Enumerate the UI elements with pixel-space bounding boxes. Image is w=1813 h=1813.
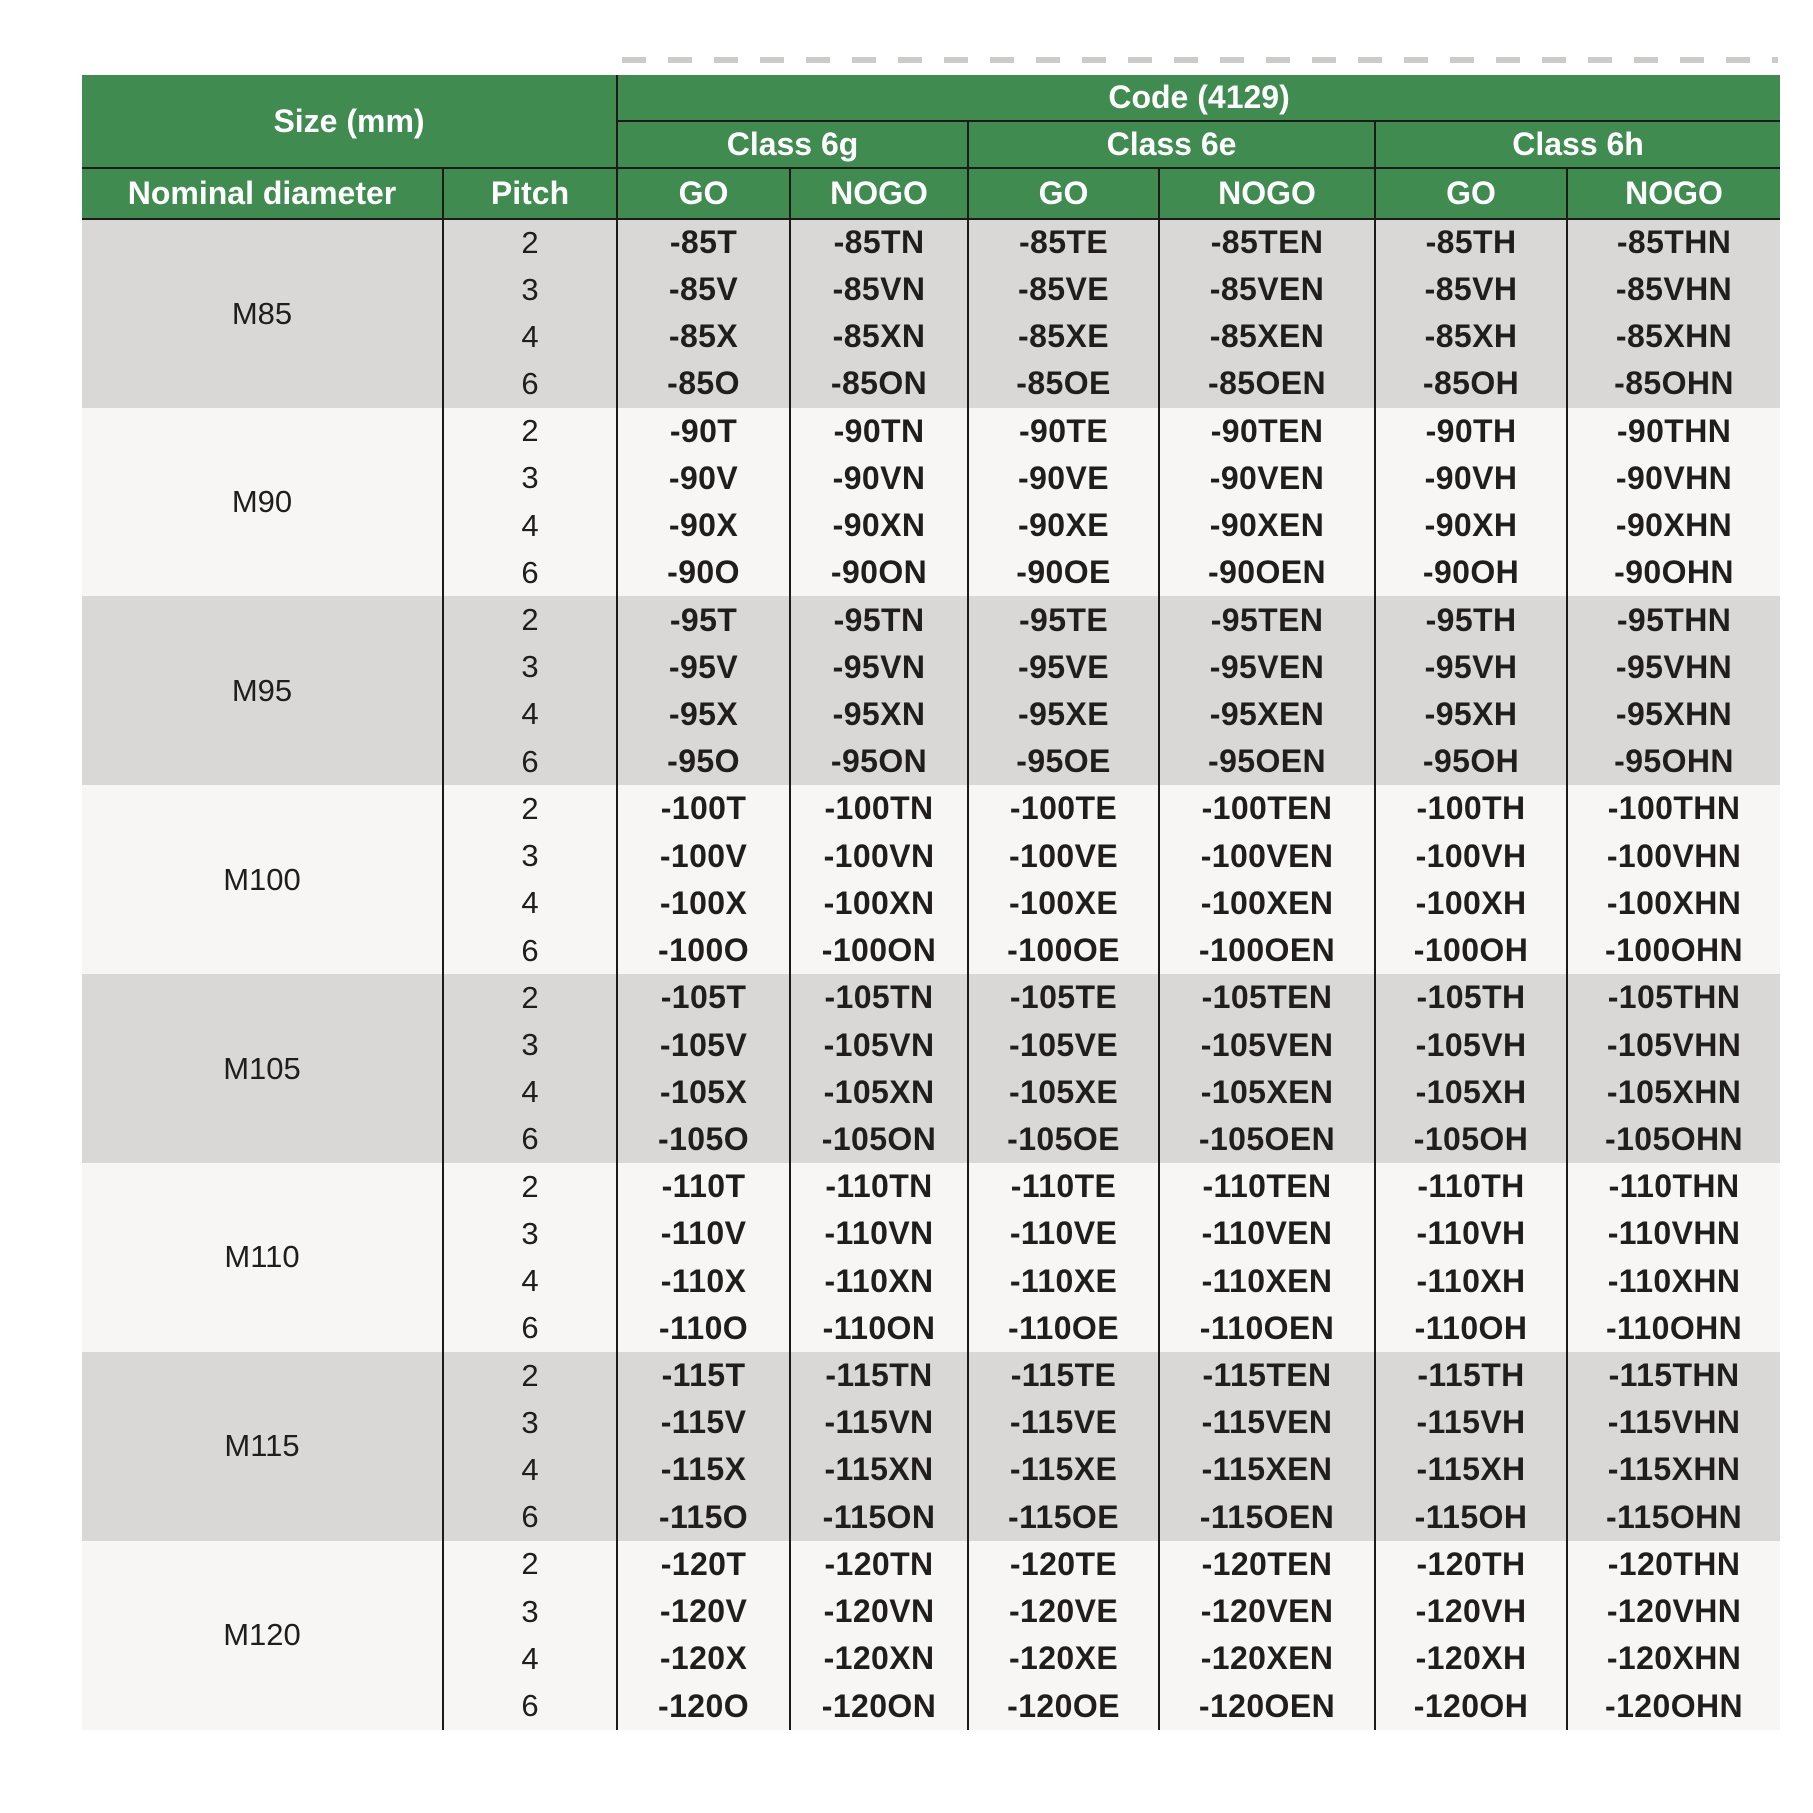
nogo-header-6e: NOGO <box>1159 168 1375 218</box>
table-header-row <box>82 75 1780 121</box>
size-label: M110 <box>82 1163 443 1352</box>
code-cell: -105OH <box>1375 1116 1567 1163</box>
code-cell: -105XE <box>968 1069 1159 1116</box>
code-cell: -105THN <box>1567 974 1780 1021</box>
pitch-cell: 3 <box>443 833 617 880</box>
pitch-cell: 2 <box>443 785 617 832</box>
code-cell: -85O <box>617 360 790 407</box>
code-cell: -100VN <box>790 833 968 880</box>
code-cell: -90VHN <box>1567 455 1780 502</box>
code-cell: -110V <box>617 1210 790 1257</box>
go-header-6e: GO <box>968 168 1159 218</box>
code-cell: -115XHN <box>1567 1446 1780 1493</box>
code-cell: -120TEN <box>1159 1541 1375 1588</box>
nominal-diameter-header: Nominal diameter <box>82 168 443 218</box>
code-cell: -95OHN <box>1567 738 1780 785</box>
code-cell: -90XE <box>968 502 1159 549</box>
code-cell: -85T <box>617 219 790 266</box>
code-cell: -90OEN <box>1159 549 1375 596</box>
code-cell: -120T <box>617 1541 790 1588</box>
code-cell: -105ON <box>790 1116 968 1163</box>
code-cell: -95V <box>617 644 790 691</box>
code-cell: -115XH <box>1375 1446 1567 1493</box>
pitch-cell: 3 <box>443 644 617 691</box>
table-row <box>82 596 1780 643</box>
table-row <box>82 1541 1780 1588</box>
code-cell: -100XEN <box>1159 880 1375 927</box>
pitch-cell: 3 <box>443 1210 617 1257</box>
size-label: M85 <box>82 219 443 408</box>
code-cell: -100TN <box>790 785 968 832</box>
code-cell: -105OE <box>968 1116 1159 1163</box>
code-cell: -95VE <box>968 644 1159 691</box>
table-row <box>82 785 1780 832</box>
pitch-cell: 6 <box>443 927 617 974</box>
code-cell: -90TN <box>790 408 968 455</box>
code-cell: -120TN <box>790 1541 968 1588</box>
code-cell: -120VN <box>790 1588 968 1635</box>
code-cell: -90O <box>617 549 790 596</box>
pitch-cell: 3 <box>443 1021 617 1068</box>
code-cell: -110XE <box>968 1257 1159 1304</box>
code-cell: -105OHN <box>1567 1116 1780 1163</box>
code-cell: -90V <box>617 455 790 502</box>
code-cell: -115VEN <box>1159 1399 1375 1446</box>
code-cell: -105XH <box>1375 1069 1567 1116</box>
table-row <box>82 1352 1780 1399</box>
code-cell: -105TN <box>790 974 968 1021</box>
code-cell: -120O <box>617 1682 790 1730</box>
code-cell: -90VE <box>968 455 1159 502</box>
pitch-cell: 6 <box>443 360 617 407</box>
pitch-cell: 6 <box>443 1682 617 1730</box>
code-cell: -115OEN <box>1159 1494 1375 1541</box>
code-cell: -95TEN <box>1159 596 1375 643</box>
code-cell: -100THN <box>1567 785 1780 832</box>
code-cell: -85THN <box>1567 219 1780 266</box>
code-cell: -95ON <box>790 738 968 785</box>
code-cell: -115XE <box>968 1446 1159 1493</box>
code-cell: -115VE <box>968 1399 1159 1446</box>
table-row <box>82 974 1780 1021</box>
code-cell: -120TE <box>968 1541 1159 1588</box>
code-cell: -105VHN <box>1567 1021 1780 1068</box>
code-cell: -110OE <box>968 1305 1159 1352</box>
pitch-cell: 6 <box>443 549 617 596</box>
code-cell: -85VN <box>790 266 968 313</box>
code-cell: -120V <box>617 1588 790 1635</box>
code-cell: -110TH <box>1375 1163 1567 1210</box>
code-cell: -85OH <box>1375 360 1567 407</box>
code-cell: -85OE <box>968 360 1159 407</box>
code-cell: -105T <box>617 974 790 1021</box>
class-6g-header: Class 6g <box>617 121 968 168</box>
code-cell: -105TE <box>968 974 1159 1021</box>
code-cell: -105OEN <box>1159 1116 1375 1163</box>
code-cell: -90XH <box>1375 502 1567 549</box>
code-cell: -115OHN <box>1567 1494 1780 1541</box>
pitch-cell: 4 <box>443 880 617 927</box>
size-label: M105 <box>82 974 443 1163</box>
pitch-cell: 2 <box>443 596 617 643</box>
code-cell: -105TEN <box>1159 974 1375 1021</box>
code-cell: -85VEN <box>1159 266 1375 313</box>
code-cell: -120XN <box>790 1635 968 1682</box>
code-cell: -85VH <box>1375 266 1567 313</box>
pitch-cell: 4 <box>443 313 617 360</box>
code-cell: -100VHN <box>1567 833 1780 880</box>
code-cell: -100TEN <box>1159 785 1375 832</box>
code-cell: -115TEN <box>1159 1352 1375 1399</box>
code-cell: -100VEN <box>1159 833 1375 880</box>
code-cell: -115VH <box>1375 1399 1567 1446</box>
code-cell: -115VN <box>790 1399 968 1446</box>
code-cell: -115THN <box>1567 1352 1780 1399</box>
code-cell: -95TN <box>790 596 968 643</box>
size-label: M100 <box>82 785 443 974</box>
class-6e-header: Class 6e <box>968 121 1375 168</box>
code-cell: -85OEN <box>1159 360 1375 407</box>
code-cell: -115ON <box>790 1494 968 1541</box>
code-cell: -100XHN <box>1567 880 1780 927</box>
code-cell: -90TH <box>1375 408 1567 455</box>
pitch-cell: 4 <box>443 1069 617 1116</box>
code-cell: -85TN <box>790 219 968 266</box>
code-cell: -85TEN <box>1159 219 1375 266</box>
pitch-cell: 3 <box>443 266 617 313</box>
go-header-6h: GO <box>1375 168 1567 218</box>
code-cell: -95OEN <box>1159 738 1375 785</box>
code-cell: -95T <box>617 596 790 643</box>
code-cell: -110VE <box>968 1210 1159 1257</box>
code-cell: -85X <box>617 313 790 360</box>
scan-artifact-line <box>622 57 1778 63</box>
code-cell: -120X <box>617 1635 790 1682</box>
code-cell: -90VN <box>790 455 968 502</box>
code-cell: -100T <box>617 785 790 832</box>
code-cell: -85XHN <box>1567 313 1780 360</box>
code-cell: -110TN <box>790 1163 968 1210</box>
pitch-cell: 2 <box>443 974 617 1021</box>
code-cell: -85XEN <box>1159 313 1375 360</box>
code-cell: -90T <box>617 408 790 455</box>
code-cell: -105XEN <box>1159 1069 1375 1116</box>
code-cell: -100VE <box>968 833 1159 880</box>
code-cell: -95XH <box>1375 691 1567 738</box>
code-cell: -95OH <box>1375 738 1567 785</box>
code-cell: -120XH <box>1375 1635 1567 1682</box>
code-cell: -120OE <box>968 1682 1159 1730</box>
code-cell: -120XHN <box>1567 1635 1780 1682</box>
code-cell: -115X <box>617 1446 790 1493</box>
code-cell: -90ON <box>790 549 968 596</box>
class-6h-header: Class 6h <box>1375 121 1780 168</box>
code-cell: -90VH <box>1375 455 1567 502</box>
table-row <box>82 408 1780 455</box>
gauge-code-table <box>82 75 1780 1730</box>
code-cell: -110THN <box>1567 1163 1780 1210</box>
size-label: M95 <box>82 596 443 785</box>
code-cell: -115T <box>617 1352 790 1399</box>
code-cell: -120TH <box>1375 1541 1567 1588</box>
code-cell: -85VHN <box>1567 266 1780 313</box>
code-cell: -95VN <box>790 644 968 691</box>
code-cell: -90OH <box>1375 549 1567 596</box>
code-cell: -105XN <box>790 1069 968 1116</box>
code-cell: -110XHN <box>1567 1257 1780 1304</box>
code-cell: -100O <box>617 927 790 974</box>
nogo-header-6h: NOGO <box>1567 168 1780 218</box>
code-cell: -110VHN <box>1567 1210 1780 1257</box>
code-cell: -100TH <box>1375 785 1567 832</box>
pitch-cell: 4 <box>443 502 617 549</box>
code-cell: -110VEN <box>1159 1210 1375 1257</box>
code-cell: -105VN <box>790 1021 968 1068</box>
code-cell: -95XHN <box>1567 691 1780 738</box>
code-cell: -85XN <box>790 313 968 360</box>
code-cell: -105TH <box>1375 974 1567 1021</box>
size-label: M90 <box>82 408 443 597</box>
code-cell: -95XN <box>790 691 968 738</box>
pitch-cell: 2 <box>443 1352 617 1399</box>
code-cell: -120VE <box>968 1588 1159 1635</box>
pitch-cell: 4 <box>443 1635 617 1682</box>
code-cell: -90X <box>617 502 790 549</box>
code-cell: -120XE <box>968 1635 1159 1682</box>
code-cell: -100XH <box>1375 880 1567 927</box>
code-cell: -100OE <box>968 927 1159 974</box>
code-cell: -105VH <box>1375 1021 1567 1068</box>
pitch-cell: 4 <box>443 1446 617 1493</box>
code-cell: -110TE <box>968 1163 1159 1210</box>
code-cell: -85XH <box>1375 313 1567 360</box>
code-cell: -95TH <box>1375 596 1567 643</box>
code-cell: -110T <box>617 1163 790 1210</box>
pitch-cell: 6 <box>443 1116 617 1163</box>
code-cell: -115TN <box>790 1352 968 1399</box>
code-cell: -120OEN <box>1159 1682 1375 1730</box>
size-header: Size (mm) <box>82 75 617 168</box>
code-cell: -105X <box>617 1069 790 1116</box>
code-cell: -115V <box>617 1399 790 1446</box>
code-cell: -110VH <box>1375 1210 1567 1257</box>
code-cell: -85TE <box>968 219 1159 266</box>
code-cell: -90XHN <box>1567 502 1780 549</box>
code-cell: -90TEN <box>1159 408 1375 455</box>
code-cell: -100X <box>617 880 790 927</box>
code-cell: -120THN <box>1567 1541 1780 1588</box>
code-cell: -95VH <box>1375 644 1567 691</box>
code-cell: -120ON <box>790 1682 968 1730</box>
code-cell: -110TEN <box>1159 1163 1375 1210</box>
code-cell: -115TE <box>968 1352 1159 1399</box>
code-cell: -95VEN <box>1159 644 1375 691</box>
code-cell: -85ON <box>790 360 968 407</box>
code-cell: -85TH <box>1375 219 1567 266</box>
code-cell: -90OHN <box>1567 549 1780 596</box>
code-cell: -120OH <box>1375 1682 1567 1730</box>
code-cell: -100XE <box>968 880 1159 927</box>
pitch-cell: 2 <box>443 1163 617 1210</box>
code-cell: -115XEN <box>1159 1446 1375 1493</box>
pitch-cell: 2 <box>443 1541 617 1588</box>
pitch-cell: 3 <box>443 1399 617 1446</box>
code-cell: -100VH <box>1375 833 1567 880</box>
code-cell: -100ON <box>790 927 968 974</box>
code-cell: -110OH <box>1375 1305 1567 1352</box>
code-cell: -105VEN <box>1159 1021 1375 1068</box>
code-cell: -90OE <box>968 549 1159 596</box>
code-cell: -90THN <box>1567 408 1780 455</box>
pitch-cell: 3 <box>443 1588 617 1635</box>
code-cell: -100OEN <box>1159 927 1375 974</box>
code-cell: -120VHN <box>1567 1588 1780 1635</box>
table-header-row <box>82 168 1780 218</box>
pitch-cell: 3 <box>443 455 617 502</box>
code-cell: -105V <box>617 1021 790 1068</box>
code-cell: -120XEN <box>1159 1635 1375 1682</box>
code-cell: -105VE <box>968 1021 1159 1068</box>
code-cell: -110XH <box>1375 1257 1567 1304</box>
pitch-cell: 2 <box>443 219 617 266</box>
pitch-header: Pitch <box>443 168 617 218</box>
pitch-cell: 4 <box>443 691 617 738</box>
code-cell: -115O <box>617 1494 790 1541</box>
code-cell: -115VHN <box>1567 1399 1780 1446</box>
code-cell: -100TE <box>968 785 1159 832</box>
pitch-cell: 6 <box>443 1305 617 1352</box>
table-row <box>82 1163 1780 1210</box>
pitch-cell: 6 <box>443 738 617 785</box>
code-cell: -95XE <box>968 691 1159 738</box>
code-cell: -110O <box>617 1305 790 1352</box>
size-label: M115 <box>82 1352 443 1541</box>
code-cell: -90TE <box>968 408 1159 455</box>
code-cell: -90XN <box>790 502 968 549</box>
code-cell: -110ON <box>790 1305 968 1352</box>
code-cell: -85XE <box>968 313 1159 360</box>
code-cell: -90XEN <box>1159 502 1375 549</box>
code-cell: -115OE <box>968 1494 1159 1541</box>
code-cell: -90VEN <box>1159 455 1375 502</box>
code-cell: -105XHN <box>1567 1069 1780 1116</box>
code-cell: -85VE <box>968 266 1159 313</box>
code-cell: -100OH <box>1375 927 1567 974</box>
code-cell: -100XN <box>790 880 968 927</box>
code-header: Code (4129) <box>617 75 1780 121</box>
code-cell: -120OHN <box>1567 1682 1780 1730</box>
go-header-6g: GO <box>617 168 790 218</box>
code-cell: -95OE <box>968 738 1159 785</box>
code-cell: -115TH <box>1375 1352 1567 1399</box>
code-cell: -100OHN <box>1567 927 1780 974</box>
code-cell: -105O <box>617 1116 790 1163</box>
code-cell: -120VH <box>1375 1588 1567 1635</box>
pitch-cell: 2 <box>443 408 617 455</box>
code-cell: -95O <box>617 738 790 785</box>
code-cell: -95THN <box>1567 596 1780 643</box>
code-cell: -95X <box>617 691 790 738</box>
code-cell: -115XN <box>790 1446 968 1493</box>
table-row <box>82 219 1780 266</box>
code-cell: -95XEN <box>1159 691 1375 738</box>
pitch-cell: 4 <box>443 1257 617 1304</box>
code-cell: -110XEN <box>1159 1257 1375 1304</box>
size-label: M120 <box>82 1541 443 1730</box>
code-cell: -110OEN <box>1159 1305 1375 1352</box>
code-cell: -85V <box>617 266 790 313</box>
code-cell: -120VEN <box>1159 1588 1375 1635</box>
nogo-header-6g: NOGO <box>790 168 968 218</box>
pitch-cell: 6 <box>443 1494 617 1541</box>
code-cell: -110VN <box>790 1210 968 1257</box>
code-cell: -100V <box>617 833 790 880</box>
code-cell: -95VHN <box>1567 644 1780 691</box>
code-cell: -95TE <box>968 596 1159 643</box>
code-cell: -110OHN <box>1567 1305 1780 1352</box>
code-cell: -110XN <box>790 1257 968 1304</box>
code-cell: -85OHN <box>1567 360 1780 407</box>
code-cell: -110X <box>617 1257 790 1304</box>
code-cell: -115OH <box>1375 1494 1567 1541</box>
